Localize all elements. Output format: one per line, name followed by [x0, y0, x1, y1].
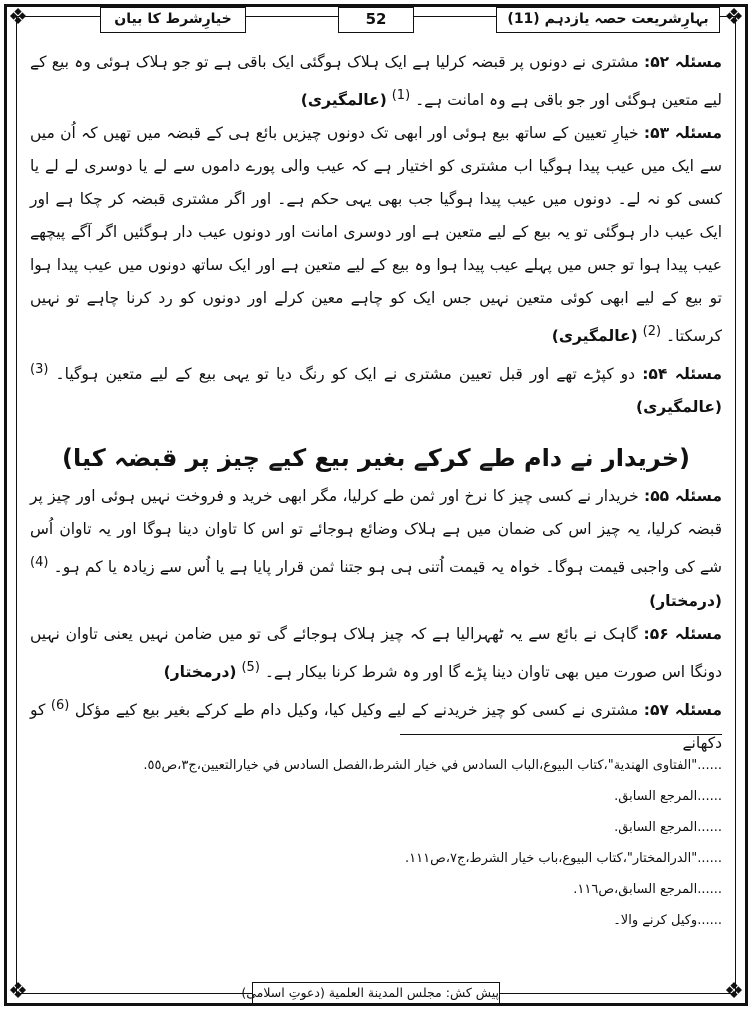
reference-source: (عالمگیری): [300, 91, 387, 110]
masala-text: مشتری نے کسی کو چیز خریدنے کے لیے وکیل کیا، وکیل دام طے کرکے بغیر بیع کیے مؤکل: [74, 700, 639, 719]
masala-label: مسئلہ ۵۶:: [643, 624, 722, 643]
reference-source: (عالمگیری): [551, 327, 638, 346]
masala-paragraph: [30, 353, 722, 424]
corner-ornament-icon: ❖: [8, 5, 28, 30]
masala-text: خریدار نے کسی چیز کا نرخ اور ثمن طے کرلیا، مگر ابھی خرید و فروخت نہیں ہوئی اور چیز پر قبضہ کرلیا، یہ چیز اس کی ضمان میں ہے ہلاک وضائع ہوجائے تو اس کا تاوان دینا ہوگا اور یہ تاوان اُس شے کی واجبی قیمت ہوگا۔ خواہ یہ قیمت اُتنی ہی ہو جتنا ثمن قرار پایا ہے یا اُس سے زیادہ یا کم ہو۔: [30, 487, 722, 577]
masala-label: مسئلہ ۵۷:: [643, 700, 722, 719]
header-book-title: بہارِشریعت حصہ یازدہم (11): [496, 7, 720, 33]
masala-text: مشتری نے دونوں پر قبضہ کرلیا ہے ایک ہلاک ہوگئی ایک باقی ہے تو جو ہلاک ہوئی وہ بیع کے لیے متعین ہوگئی اور جو باقی ہے وہ امانت ہے۔: [30, 53, 722, 110]
footnote-marker[interactable]: (2): [642, 324, 662, 340]
header-chapter-title: خیارِشرط کا بیان: [100, 7, 246, 33]
masala-paragraph: [30, 618, 722, 689]
masala-paragraph: [30, 480, 722, 617]
corner-ornament-icon: ❖: [724, 5, 744, 30]
footnote-marker[interactable]: (3): [30, 362, 49, 378]
footnote: ......وکیل کرنے والا۔: [613, 913, 722, 928]
masala-text: خیارِ تعیین کے ساتھ بیع ہوئی اور ابھی تک دونوں چیزیں بائع ہی کے قبضہ میں تھیں کہ اُن میں سے ایک میں عیب پیدا ہوگیا اب مشتری کو اختیار ہے کہ عیب والی پورے داموں سے لے یا دوسری لے لے یا کسی کو نہ لے۔ دونوں میں عیب پیدا ہوگیا جب بھی یہی حکم ہے۔ اور اگر مشتری قبضہ کر چکا ہے اور ایک عیب دار ہوگئی تو یہ بیع کے لیے متعین ہے اور دوسری امانت اور دونوں عیب دار ہوگئیں اگر آگے پیچھے عیب پیدا ہوا تو جس میں پہلے عیب پیدا ہوا وہ بیع کے لیے متعین ہے اور ایک ساتھ دونوں میں عیب پیدا ہوا تو بیع کے لیے ابھی کوئی متعین نہیں جس ایک کو چاہے معین کرلے اور دونوں کو رد کرنا چاہے تو نہیں کرسکتا۔: [30, 124, 722, 346]
corner-ornament-icon: ❖: [8, 979, 28, 1004]
footnote: ......المرجع السابق.: [614, 820, 722, 835]
publisher-footer: پیش کش: مجلس المدينة العلمية (دعوتِ اسلامی): [252, 982, 500, 1004]
page-number: 52: [338, 7, 414, 33]
footnote: ......المرجع السابق،ص١١٦.: [573, 882, 722, 897]
footnote-marker[interactable]: (6): [50, 697, 70, 713]
main-content: [30, 46, 722, 760]
masala-paragraph: [30, 117, 722, 353]
footnote-marker[interactable]: (5): [241, 659, 260, 675]
masala-text: دو کپڑے تھے اور قبل تعیین مشتری نے ایک کو رنگ دیا تو یہی بیع کے لیے متعین ہوگیا۔: [55, 365, 636, 384]
footnote: ......المرجع السابق.: [614, 789, 722, 804]
footnote-marker[interactable]: (1): [391, 88, 411, 103]
footnotes: [60, 750, 722, 936]
reference-source: (درمختار): [163, 662, 237, 681]
reference-source: (درمختار): [649, 591, 722, 610]
masala-label: مسئلہ ۵۵:: [643, 487, 722, 506]
footnote-marker[interactable]: (4): [30, 555, 49, 571]
footnote: ......"الدرالمختار"،كتاب البيوع،باب خيار الشرط،ج٧،ص١١١.: [404, 851, 722, 866]
corner-ornament-icon: ❖: [724, 979, 744, 1004]
reference-source: (عالمگیری): [636, 398, 722, 417]
masala-text-continued: کو دکھانے: [30, 700, 722, 752]
footnote: ......"الفتاوی الهندية"،كتاب البيوع،الباب السادس في خيار الشرط،الفصل السادس في خيارالتعيين،ج٣،ص٥٥.: [143, 758, 722, 773]
masala-paragraph: [30, 46, 722, 117]
masala-label: مسئلہ ۵۲:: [644, 53, 722, 71]
section-heading: (خریدار نے دام طے کرکے بغیر بیع کیے چیز پر قبضہ کیا): [61, 444, 691, 473]
masala-label: مسئلہ ۵۴:: [642, 365, 722, 384]
masala-label: مسئلہ ۵۳:: [643, 124, 722, 143]
footnote-separator: [400, 734, 722, 735]
masala-text: گاہک نے بائع سے یہ ٹھہرالیا ہے کہ چیز ہلاک ہوجائے گی تو میں ضامن نہیں یعنی تاوان نہیں دونگا اس صورت میں بھی تاوان دینا پڑے گا اور وہ شرط کرنا بیکار ہے۔: [30, 624, 722, 681]
